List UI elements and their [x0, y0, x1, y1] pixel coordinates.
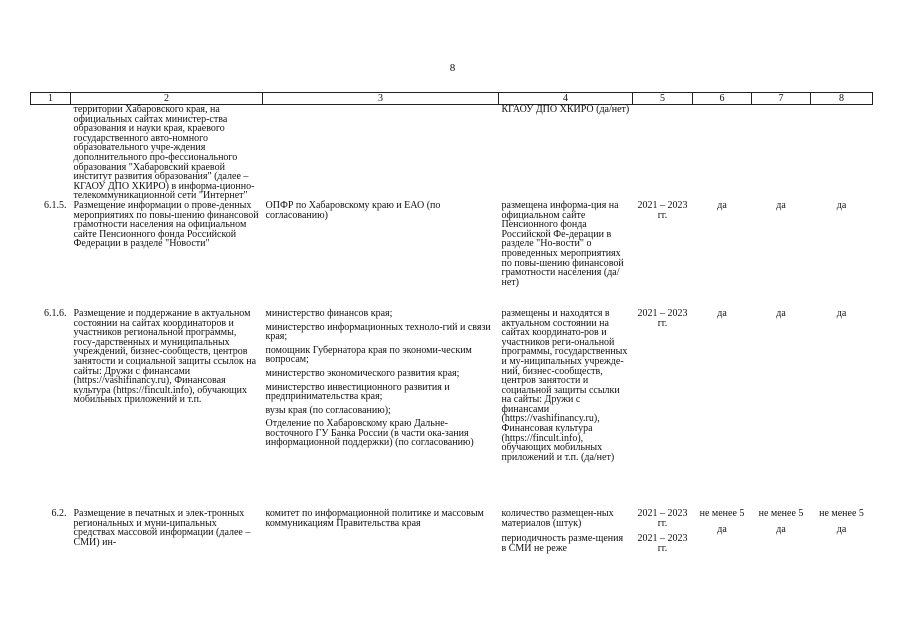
period-text: 2021 – 2023 гг. [637, 199, 688, 221]
indicator-text: периодичность разме-щения в СМИ не реже [501, 533, 624, 554]
value-2022: да [776, 199, 786, 211]
measure-text: Размещение в печатных и элек-тронных региональных и муни-ципальных средствах массовой информации (далее – СМИ) ин- [73, 507, 251, 548]
table-row [31, 201, 873, 309]
value-2022: да [776, 307, 786, 319]
column-number: 8 [811, 93, 873, 105]
column-number: 2 [71, 93, 263, 105]
page-number: 8 [449, 62, 456, 74]
item-number: 6.1.5. [44, 199, 67, 211]
value-2023: да [836, 523, 847, 535]
value-2022-cell [752, 509, 811, 553]
executor-text: вузы края (по согласованию); [265, 404, 391, 416]
period-text [633, 105, 693, 201]
measure-text: территории Хабаровского края, на официальных сайтах министер-ства образования и науки края, краевого государственного авто-номного образовательного учре-ждения дополнительного про-фессионального образования "Хабаровский краевой институт развития образования" (далее – КГАОУ ДПО ХКИРО) в информа-ционно-телекоммуникационной сети "Интернет" [73, 104, 255, 202]
value-2023: да [836, 307, 847, 319]
executor-text: комитет по информационной политике и массовым коммуникациям Правительства края [265, 507, 484, 529]
executor-text: министерство финансов края; [265, 307, 393, 319]
column-number: 3 [263, 93, 499, 105]
indicator-text: размещена информа-ция на официальном сайте Пенсионного фонда Российской Фе-дерации в разделе "Но-вости" о проведенных мероприятиях по повы-шению финансовой грамотности населения (да/нет) [501, 199, 624, 288]
value-2022 [752, 105, 811, 201]
indicator-text: количество размещен-ных материалов (штук) [501, 507, 614, 529]
value-2022: да [776, 523, 786, 535]
value-2023: не менее 5 [819, 507, 864, 519]
indicator-text: размещены и находятся в актуальном состоянии на сайтах координато-ров и участников реги-ональной программы, государственных и му-ниципальных учрежде-ний, бизнес-сообществ, центров занятости и социальной защиты ссылки на сайты: Дружи с финансами (https://vashifinancy.ru), Финансовая культура (https://fincult.info), обучающих мобильных приложений и т.п. (да/нет) [501, 307, 628, 463]
value-2021 [693, 105, 752, 201]
column-number: 6 [693, 93, 752, 105]
value-2023-cell [811, 509, 873, 553]
executor-text: министерство информационных техноло-гий и связи края; [265, 321, 491, 343]
value-2021: да [717, 523, 727, 535]
measures-table [30, 92, 873, 553]
column-number-row [31, 93, 873, 105]
column-number: 1 [31, 93, 71, 105]
value-2021: не менее 5 [699, 507, 745, 519]
executors-cell [263, 309, 499, 509]
executor-text: министерство инвестиционного развития и предпринимательства края; [265, 381, 450, 403]
value-2023: да [836, 199, 847, 211]
period-text: 2021 – 2023 гг. [637, 507, 688, 529]
period-text: 2021 – 2023 гг. [637, 307, 688, 329]
item-number: 6.1.6. [44, 307, 67, 319]
table-row [31, 105, 873, 201]
value-2022: не менее 5 [758, 507, 804, 519]
executors-cell [263, 201, 499, 309]
measure-text: Размещение информации о прове-денных мероприятиях по повы-шению финансовой грамотности населения на официальном сайте Пенсионного фонда Российской Федерации в разделе "Новости" [73, 199, 259, 250]
period-text: 2021 – 2023 гг. [637, 533, 688, 554]
table-row [31, 309, 873, 509]
value-2023 [811, 105, 873, 201]
executor-text: Отделение по Хабаровскому краю Дальне-восточного ГУ Банка России (в части ока-зания информационной поддержки) (по согласованию) [265, 418, 474, 449]
executor-text: помощник Губернатора края по экономи-ческим вопросам; [265, 344, 472, 366]
item-number [31, 105, 71, 201]
item-number: 6.2. [51, 507, 67, 519]
period-cell [633, 509, 693, 553]
indicator-cell [499, 509, 633, 553]
executor-text: министерство экономического развития края; [265, 367, 460, 379]
executor-text: ОПФР по Хабаровскому краю и ЕАО (по согласованию) [265, 199, 441, 221]
value-2021: да [717, 199, 727, 211]
column-number: 4 [499, 93, 633, 105]
column-number: 5 [633, 93, 693, 105]
measure-text: Размещение и поддержание в актуальном состоянии на сайтах координаторов и участников региональной программы, госу-дарственных и муниципальных учреждений, бизнес-сообществ, центров занятости и социальной защиты ссылок на сайты: Дружи с финансами (https://vashifinancy.ru), Финансовая культура (https://fincult.info), обучающих мобильных приложений и т.п. [73, 307, 257, 406]
executors-cell [263, 509, 499, 553]
table-row [31, 509, 873, 553]
value-2021: да [717, 307, 727, 319]
executors-cell [263, 105, 499, 201]
column-number: 7 [752, 93, 811, 105]
indicator-text: КГАОУ ДПО ХКИРО (да/нет) [501, 104, 630, 115]
value-2021-cell [693, 509, 752, 553]
